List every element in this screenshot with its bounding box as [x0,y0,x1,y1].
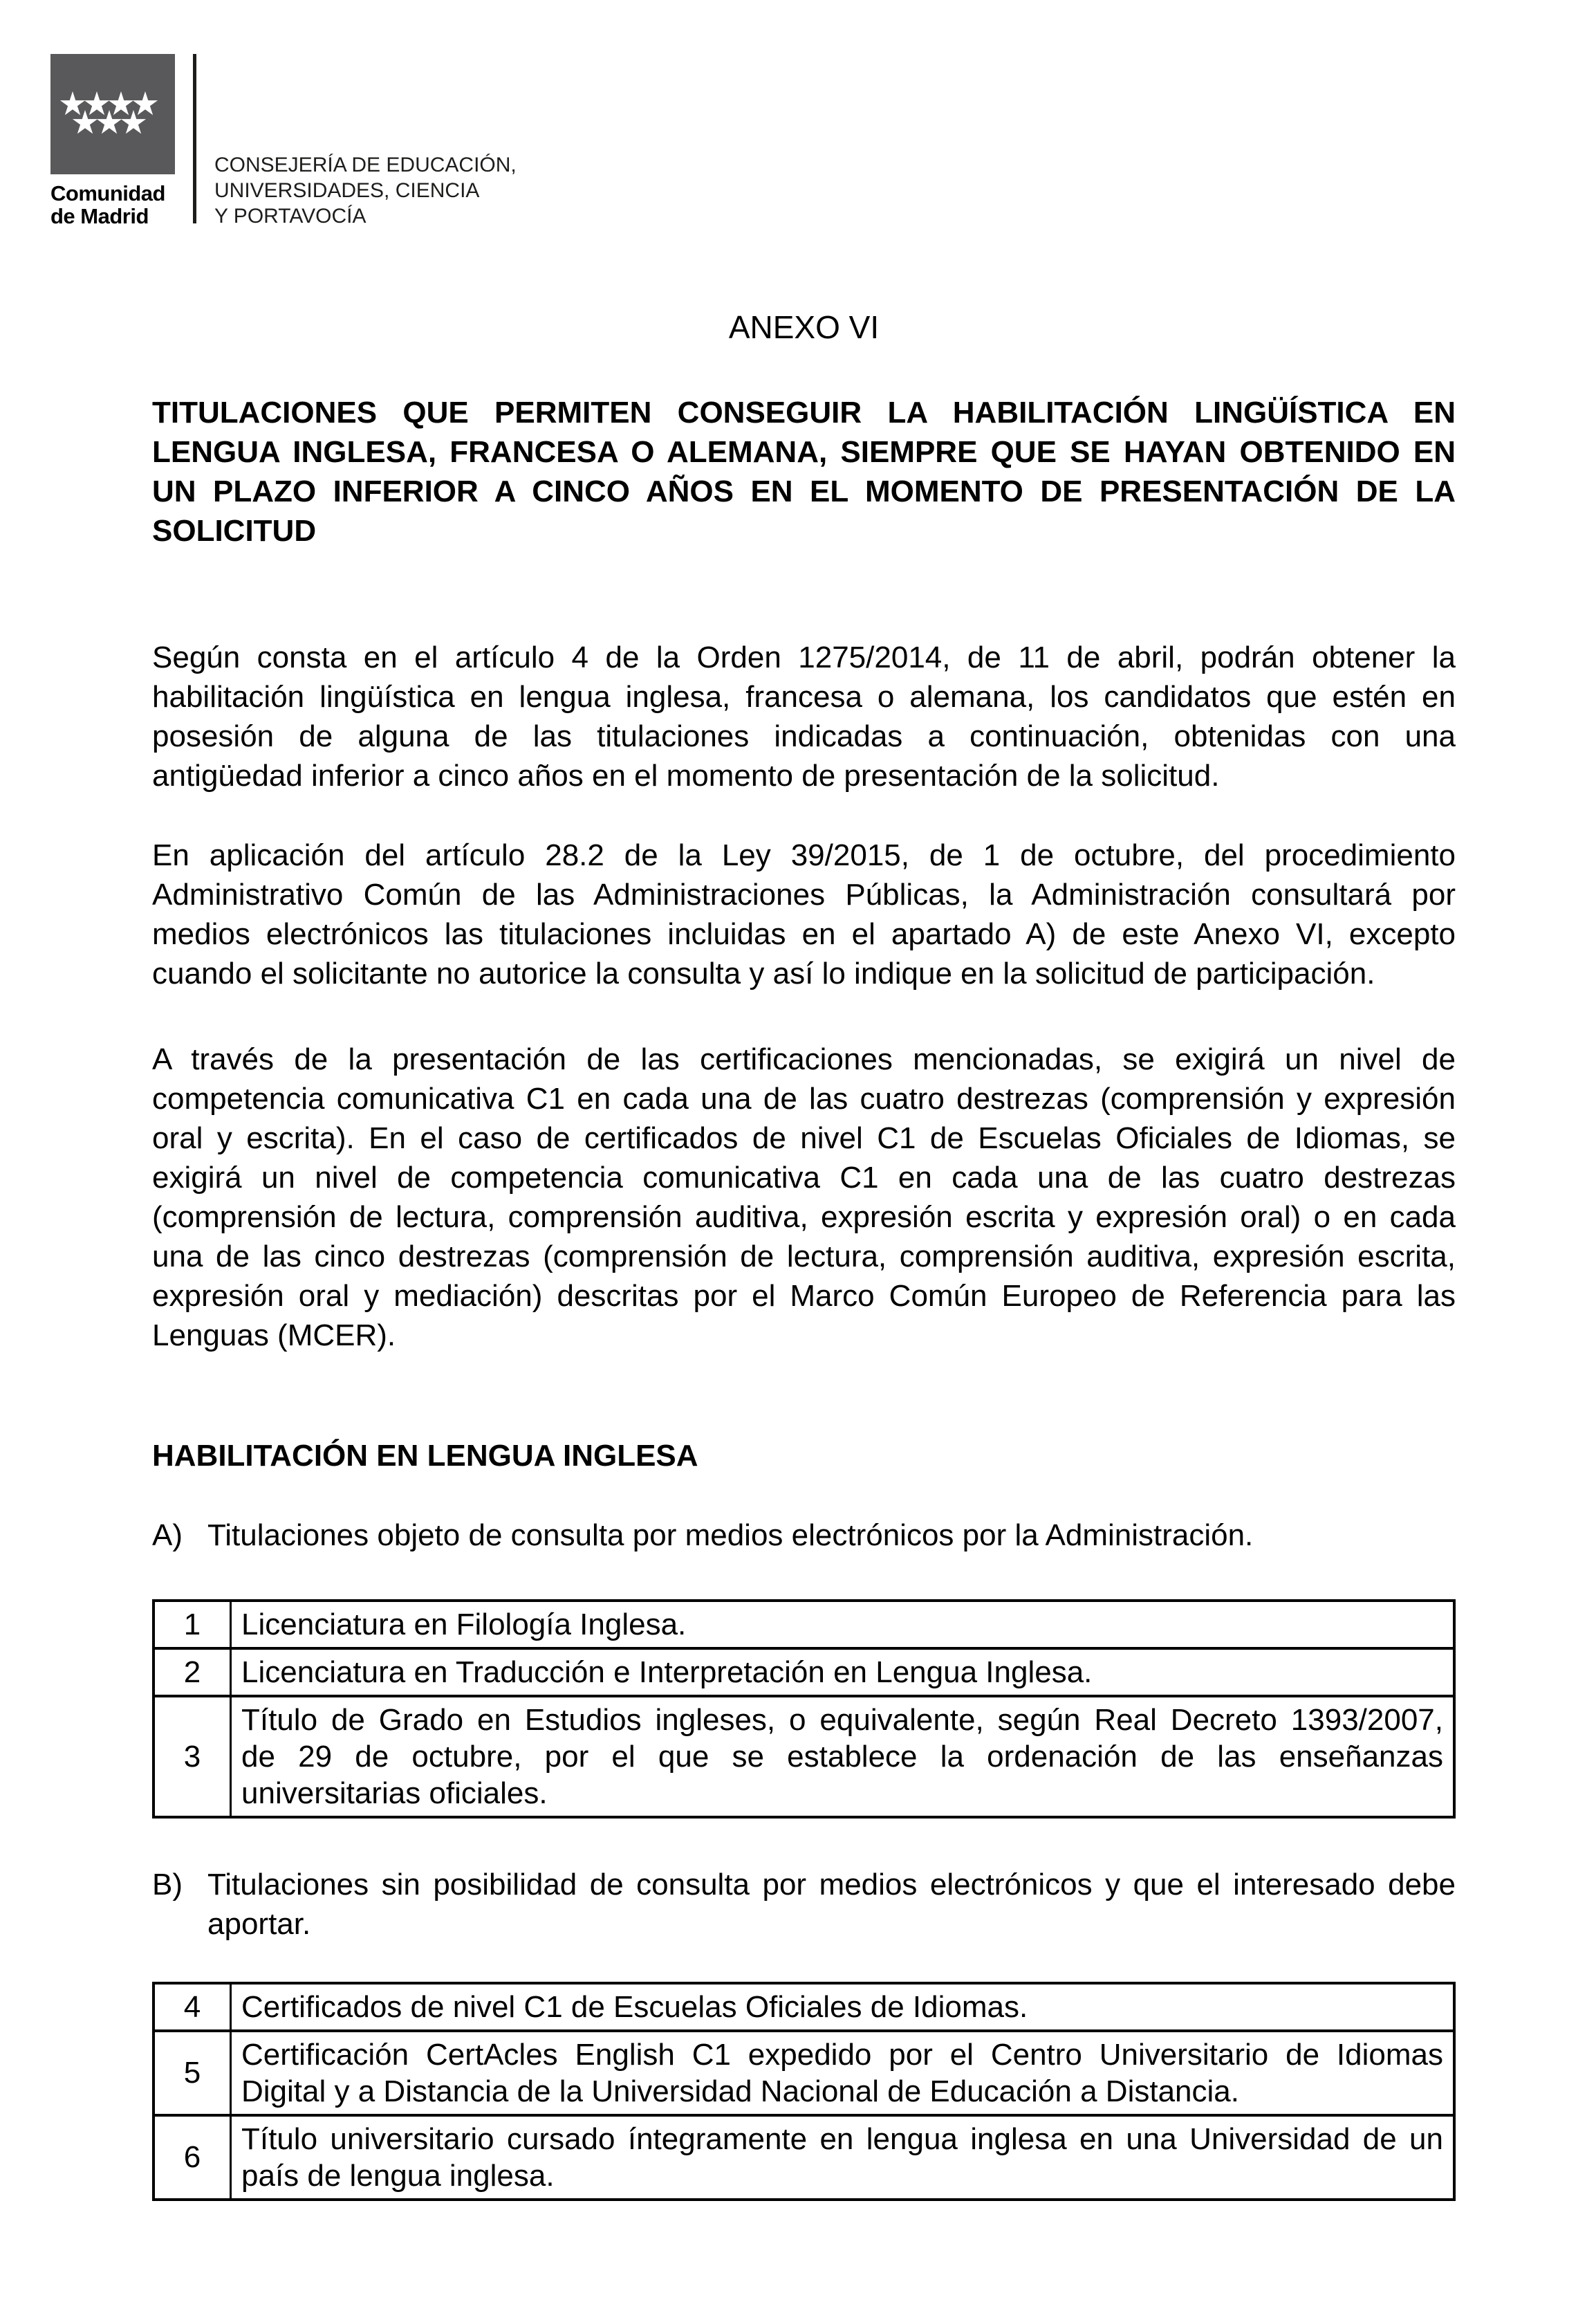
comunidad-de-madrid-flag-logo [50,54,175,174]
paragraph-line: Lenguas (MCER). [152,1318,396,1352]
paragraph-3 [152,1040,1456,1355]
table-cell-line: Certificados de nivel C1 de Escuelas Oficiales de Idiomas. [241,1990,1028,2024]
list-item-b-marker: B) [152,1868,183,1902]
row-text-cell [232,1650,1453,1695]
row-text-cell [232,2032,1453,2114]
paragraph-line: medios electrónicos las titulaciones incluidas en el apartado A) de este Anexo VI, excepto [152,917,1456,951]
flag-logo-graphic [50,54,175,174]
row-number-cell: 4 [155,1985,232,2029]
department-line1: CONSEJERÍA DE EDUCACIÓN, [214,154,517,176]
row-number-cell: 1 [155,1602,232,1647]
list-item-b [152,1865,1456,1944]
table-cell-line: Licenciatura en Filología Inglesa. [241,1608,687,1641]
row-text-cell [232,2117,1453,2198]
paragraph-line: una de las cinco destrezas (comprensión de lectura, comprensión auditiva, expresión escrita, [152,1240,1456,1273]
paragraph-line: oral y escrita). En el caso de certificados de nivel C1 de Escuelas Oficiales de Idiomas, se [152,1121,1456,1155]
row-number-cell: 5 [155,2032,232,2114]
logo-org-name-line2: de Madrid [50,204,149,228]
row-text-cell [232,1985,1453,2029]
intro-heading-line: TITULACIONES QUE PERMITEN CONSEGUIR LA HABILITACIÓN LINGÜÍSTICA EN [152,396,1456,430]
intro-heading-line: SOLICITUD [152,514,317,548]
table-cell-line: Licenciatura en Traducción e Interpretación en Lengua Inglesa. [241,1655,1093,1689]
intro-heading [152,393,1456,551]
paragraph-1 [152,638,1456,795]
paragraph-line: cuando el solicitante no autorice la consulta y así lo indique en la solicitud de participación. [152,957,1375,991]
table-cell-line: Digital y a Distancia de la Universidad Nacional de Educación a Distancia. [241,2074,1239,2108]
row-text-cell [232,1697,1453,1816]
paragraph-line: antigüedad inferior a cinco años en el momento de presentación de la solicitud. [152,759,1220,793]
department-name [214,152,517,229]
flag-square [50,54,175,174]
list-item-a-text: Titulaciones objeto de consulta por medios electrónicos por la Administración. [207,1518,1254,1552]
paragraph-line: competencia comunicativa C1 en cada una de las cuatro destrezas (comprensión y expresión [152,1082,1456,1116]
paragraph-2 [152,836,1456,993]
list-item-b-text: Titulaciones sin posibilidad de consulta por medios electrónicos y que el interesado debe [207,1868,1456,1902]
paragraph-line: Según consta en el artículo 4 de la Orden 1275/2014, de 11 de abril, podrán obtener la [152,641,1456,674]
table-cell-line: universitarias oficiales. [241,1776,548,1810]
paragraph-line: exigirá un nivel de competencia comunicativa C1 en cada una de las cuatro destrezas [152,1161,1456,1195]
department-line2: UNIVERSIDADES, CIENCIA [214,179,480,202]
table-row [155,1647,1453,1695]
table-row [155,1602,1453,1647]
table-cell-line: país de lengua inglesa. [241,2159,555,2193]
page-title: ANEXO VI [728,309,880,345]
intro-heading-line: LENGUA INGLESA, FRANCESA O ALEMANA, SIEMPRE QUE SE HAYAN OBTENIDO EN [152,435,1456,469]
intro-heading-line: UN PLAZO INFERIOR A CINCO AÑOS EN EL MOMENTO DE PRESENTACIÓN DE LA [152,475,1456,508]
row-number-cell: 3 [155,1697,232,1816]
paragraph-line: Administrativo Común de las Administraciones Públicas, la Administración consultará por [152,878,1456,912]
logo-org-name-line1: Comunidad [50,181,165,205]
table-row [155,2029,1453,2114]
paragraph-line: posesión de alguna de las titulaciones indicadas a continuación, obtenidas con una [152,719,1456,753]
table-row [155,1985,1453,2029]
department-line3: Y PORTAVOCÍA [214,205,366,228]
paragraph-line: habilitación lingüística en lengua inglesa, francesa o alemana, los candidatos que estén en [152,680,1456,714]
list-item-a [152,1516,1456,1555]
paragraph-line: A través de la presentación de las certificaciones mencionadas, se exigirá un nivel de [152,1042,1456,1076]
row-text-cell [232,1602,1453,1647]
list-item-a-marker: A) [152,1518,183,1552]
section-heading: HABILITACIÓN EN LENGUA INGLESA [152,1439,698,1473]
paragraph-line: expresión oral y mediación) descritas por el Marco Común Europeo de Referencia para las [152,1279,1456,1313]
row-number-cell: 2 [155,1650,232,1695]
table-row [155,1695,1453,1816]
table-cell-line: de 29 de octubre, por el que se establece la ordenación de las enseñanzas [241,1740,1443,1774]
table-row [155,2114,1453,2198]
titulaciones-table-a [152,1599,1456,1818]
table-cell-line: Certificación CertAcles English C1 expedido por el Centro Universitario de Idiomas [241,2038,1443,2072]
logo-org-name [50,182,165,228]
row-number-cell: 6 [155,2117,232,2198]
list-item-b-text: aportar. [207,1907,311,1941]
table-cell-line: Título de Grado en Estudios ingleses, o equivalente, según Real Decreto 1393/2007, [241,1703,1443,1737]
titulaciones-table-b [152,1982,1456,2201]
header-divider-line [193,54,196,223]
paragraph-line: (comprensión de lectura, comprensión auditiva, expresión escrita y expresión oral) o en cada [152,1200,1456,1234]
paragraph-line: En aplicación del artículo 28.2 de la Ley 39/2015, de 1 de octubre, del procedimiento [152,838,1456,872]
table-cell-line: Título universitario cursado íntegramente en lengua inglesa en una Universidad de un [241,2122,1443,2156]
